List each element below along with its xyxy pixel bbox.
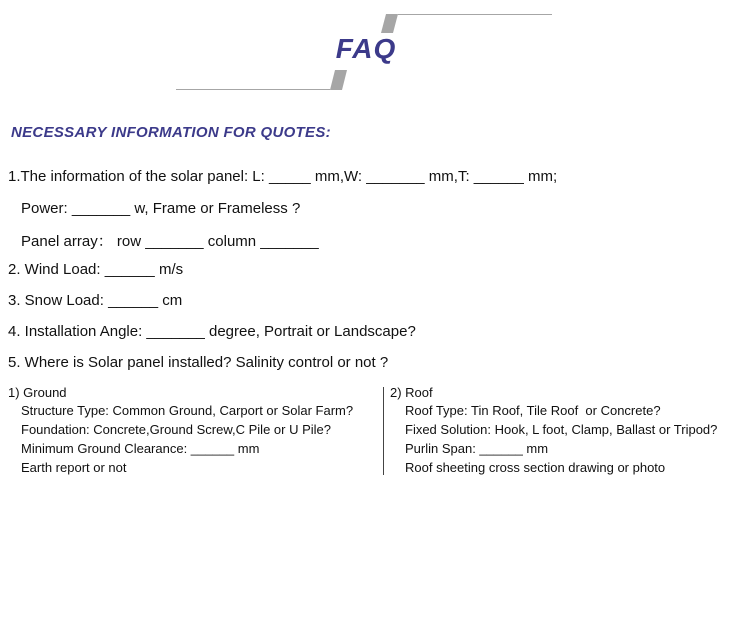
question-solar-panel-dimensions: 1.The information of the solar panel: L: _____ mm,W: _______ mm,T: ______ mm; [8, 168, 558, 185]
ground-item: Foundation: Concrete,Ground Screw,C Pile or U Pile? [21, 422, 331, 437]
question-wind-load: 2. Wind Load: ______ m/s [8, 261, 184, 278]
ground-title: 1) Ground [8, 385, 67, 400]
question-installation-site: 5. Where is Solar panel installed? Salinity control or not ? [8, 354, 389, 371]
roof-item: Roof Type: Tin Roof, Tile Roof or Concrete? [405, 403, 661, 418]
question-panel-array: Panel array： row _______ column _______ [21, 233, 319, 250]
column-divider [383, 387, 384, 475]
question-power: Power: _______ w, Frame or Frameless ? [21, 200, 301, 217]
roof-item: Purlin Span: ______ mm [405, 441, 549, 456]
roof-item: Roof sheeting cross section drawing or photo [405, 460, 666, 475]
ground-item: Earth report or not [21, 460, 127, 475]
ground-item: Minimum Ground Clearance: ______ mm [21, 441, 260, 456]
header-top-slash [381, 14, 398, 33]
header-bottom-slash [330, 70, 347, 90]
roof-title: 2) Roof [390, 385, 433, 400]
question-snow-load: 3. Snow Load: ______ cm [8, 292, 183, 309]
ground-item: Structure Type: Common Ground, Carport or Solar Farm? [21, 403, 354, 418]
page-title: FAQ [335, 33, 397, 64]
question-installation-angle: 4. Installation Angle: _______ degree, Portrait or Landscape? [8, 323, 416, 340]
section-heading: NECESSARY INFORMATION FOR QUOTES: [11, 124, 331, 141]
roof-item: Fixed Solution: Hook, L foot, Clamp, Ballast or Tripod? [405, 422, 718, 437]
